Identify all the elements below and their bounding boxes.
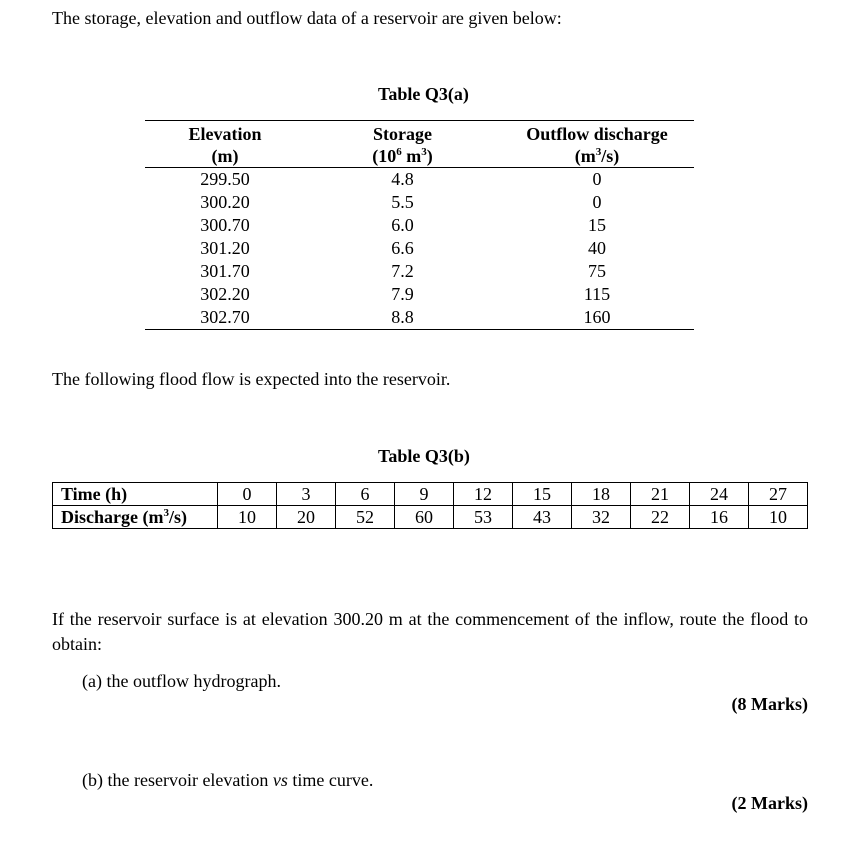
time-cell: 0 <box>218 483 277 506</box>
part-a-text: (a) the outflow hydrograph. <box>82 671 281 691</box>
flood-flow-table <box>52 482 808 529</box>
part-b-marks: (2 Marks) <box>731 793 808 813</box>
table-cell: 6.0 <box>391 215 414 235</box>
header-outflow-unit: $(m^3/s)$ <box>500 145 694 168</box>
table-row <box>145 283 694 306</box>
table-row <box>145 237 694 260</box>
table-cell: 301.70 <box>200 261 250 281</box>
table-cell: 8.8 <box>305 306 500 330</box>
table-cell: 75 <box>588 261 606 281</box>
table-row <box>145 260 694 283</box>
table-a-caption: Table Q3(a) <box>378 84 469 104</box>
table-cell: 115 <box>583 284 611 304</box>
table-cell: 302.20 <box>200 284 250 304</box>
question-text: If the reservoir surface is at elevation 300.20 m at the commencement of the inflow, route the flood to obtain: <box>52 609 808 654</box>
time-cell: 9 <box>395 483 454 506</box>
discharge-cell: 10 <box>749 506 808 529</box>
discharge-cell: 60 <box>395 506 454 529</box>
table-cell: 5.5 <box>391 192 414 212</box>
table-cell: 0 <box>592 192 602 212</box>
discharge-label: Discharge $(m^3/s)$ <box>53 506 218 529</box>
table-cell: 7.2 <box>391 261 414 281</box>
table-row <box>145 168 694 192</box>
header-storage: Storage <box>305 121 500 146</box>
header-elevation-unit: (m) <box>145 145 305 168</box>
part-a-marks: (8 Marks) <box>731 694 808 714</box>
time-cell: 24 <box>690 483 749 506</box>
discharge-cell: 52 <box>336 506 395 529</box>
table-cell: 299.50 <box>200 169 250 189</box>
table-cell: 300.20 <box>200 192 250 212</box>
time-cell: 6 <box>336 483 395 506</box>
table-cell: 0 <box>592 169 602 189</box>
table-cell: 301.20 <box>200 238 250 258</box>
table-cell: 4.8 <box>391 169 414 189</box>
table-cell: 40 <box>588 238 606 258</box>
part-b-text: (b) the reservoir elevation vs time curve. <box>82 770 374 790</box>
table-cell: 15 <box>588 215 606 235</box>
table-cell: 302.70 <box>145 306 305 330</box>
time-cell: 3 <box>277 483 336 506</box>
discharge-cell: 43 <box>513 506 572 529</box>
time-cell: 21 <box>631 483 690 506</box>
discharge-cell: 22 <box>631 506 690 529</box>
discharge-cell: 53 <box>454 506 513 529</box>
header-elevation: Elevation <box>145 121 305 146</box>
discharge-cell: 10 <box>218 506 277 529</box>
table-cell: 160 <box>500 306 694 330</box>
time-cell: 12 <box>454 483 513 506</box>
table-cell: 6.6 <box>391 238 414 258</box>
table-cell: 300.70 <box>200 215 250 235</box>
table-b-caption: Table Q3(b) <box>378 446 470 466</box>
time-label: Time (h) <box>53 483 218 506</box>
table-row <box>145 306 694 330</box>
header-storage-unit: ($10^6$ $m^3$) <box>305 145 500 168</box>
time-cell: 27 <box>749 483 808 506</box>
discharge-cell: 32 <box>572 506 631 529</box>
time-cell: 15 <box>513 483 572 506</box>
table-row <box>145 191 694 214</box>
time-cell: 18 <box>572 483 631 506</box>
flood-text: The following flood flow is expected into the reservoir. <box>52 369 451 389</box>
intro-text: The storage, elevation and outflow data of a reservoir are given below: <box>52 8 562 28</box>
table-cell: 7.9 <box>391 284 414 304</box>
header-outflow: Outflow discharge <box>500 121 694 146</box>
table-row <box>145 214 694 237</box>
discharge-cell: 20 <box>277 506 336 529</box>
storage-elevation-table <box>145 120 694 330</box>
discharge-cell: 16 <box>690 506 749 529</box>
